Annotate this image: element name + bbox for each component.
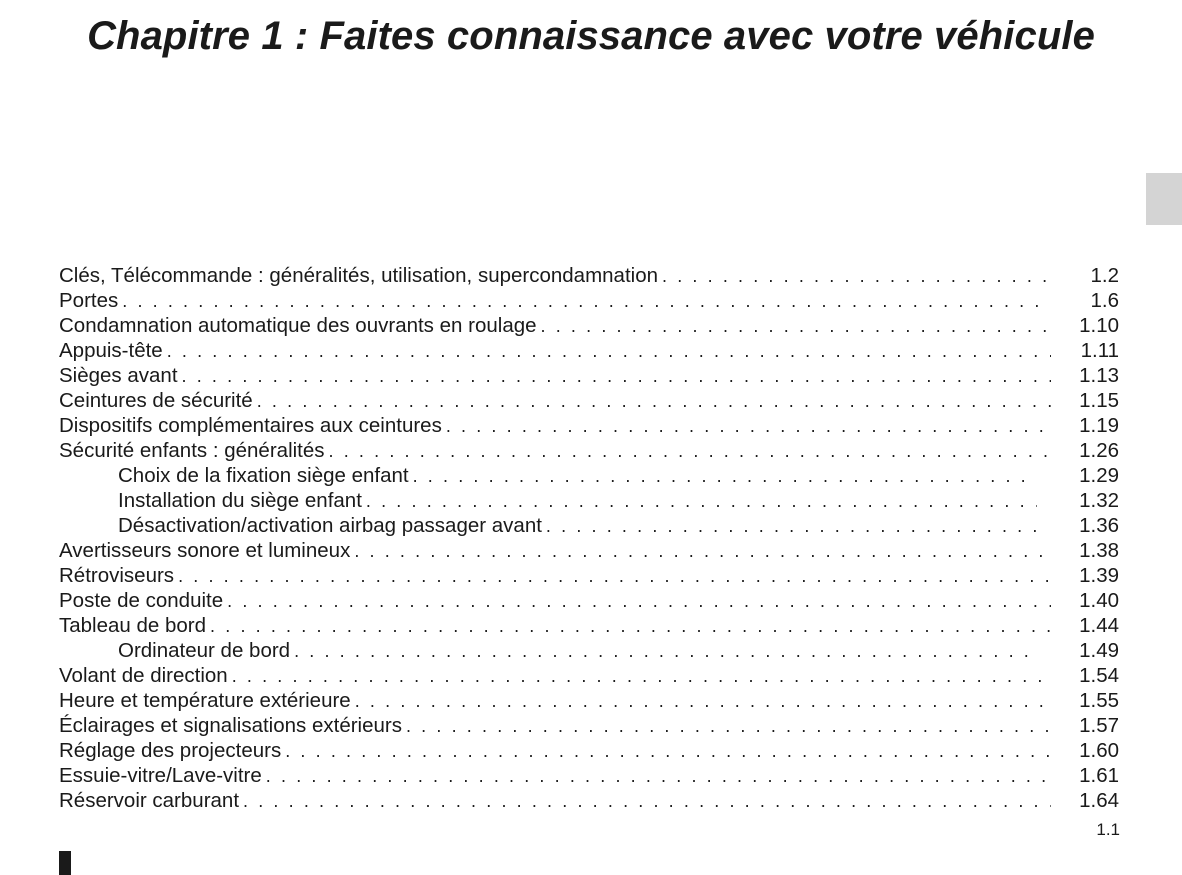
toc-dot-leader: [182, 364, 1051, 389]
toc-entry-page: 1.26: [1079, 439, 1119, 462]
toc-entry-title: Ceintures de sécurité: [59, 389, 253, 412]
toc-entry-title: Clés, Télécommande : généralités, utilisation, supercondamnation: [59, 264, 659, 287]
toc-entry-title: Appuis-tête: [59, 339, 163, 362]
toc-entry-page: 1.29: [1079, 464, 1119, 487]
toc-entry[interactable]: [59, 463, 1119, 488]
toc-dot-leader: [257, 389, 1051, 414]
toc-dot-leader: [210, 614, 1051, 639]
toc-entry-page: 1.60: [1079, 739, 1119, 762]
toc-entry-title: Volant de direction: [59, 664, 228, 687]
toc-entry-page: 1.2: [1090, 264, 1119, 287]
page-number: 1.1: [1096, 820, 1120, 839]
toc-entry-title: Heure et température extérieure: [59, 689, 351, 712]
toc-entry[interactable]: [59, 663, 1119, 688]
toc-entry-title: Condamnation automatique des ouvrants en roulage: [59, 314, 537, 337]
toc-entry-page: 1.44: [1079, 614, 1119, 637]
toc-entry[interactable]: [59, 338, 1119, 363]
toc-entry[interactable]: [59, 438, 1119, 463]
toc-entry-page: 1.57: [1079, 714, 1119, 737]
toc-entry-page: 1.13: [1079, 364, 1119, 387]
toc-dot-leader: [406, 714, 1051, 739]
toc-entry-title: Ordinateur de bord: [118, 639, 291, 662]
toc-entry-title: Éclairages et signalisations extérieurs: [59, 714, 402, 737]
toc-entry[interactable]: [59, 563, 1119, 588]
toc-entry[interactable]: [59, 488, 1119, 513]
toc-dot-leader: [232, 664, 1051, 689]
toc-dot-leader: [546, 514, 1037, 539]
toc-entry[interactable]: [59, 638, 1119, 663]
toc-entry[interactable]: [59, 363, 1119, 388]
toc-entry[interactable]: [59, 413, 1119, 438]
toc-entry-page: 1.54: [1079, 664, 1119, 687]
toc-entry-page: 1.19: [1079, 414, 1119, 437]
table-of-contents: [59, 263, 1119, 813]
toc-entry-page: 1.10: [1079, 314, 1119, 337]
toc-entry-title: Désactivation/activation airbag passager avant: [118, 514, 542, 537]
toc-entry[interactable]: [59, 538, 1119, 563]
toc-dot-leader: [541, 314, 1051, 339]
toc-entry-title: Poste de conduite: [59, 589, 224, 612]
toc-entry-page: 1.49: [1079, 639, 1119, 662]
chapter-tab-marker: [1146, 173, 1182, 225]
toc-entry-title: Réglage des projecteurs: [59, 739, 282, 762]
chapter-title: Chapitre 1 : Faites connaissance avec votre véhicule: [87, 14, 1095, 58]
toc-entry[interactable]: [59, 388, 1119, 413]
toc-dot-leader: [329, 439, 1051, 464]
toc-entry-page: 1.6: [1090, 289, 1119, 312]
toc-entry-page: 1.64: [1079, 789, 1119, 812]
toc-dot-leader: [285, 739, 1051, 764]
toc-entry[interactable]: [59, 588, 1119, 613]
toc-entry-page: 1.61: [1079, 764, 1119, 787]
toc-entry-title: Sièges avant: [59, 364, 178, 387]
toc-entry[interactable]: [59, 613, 1119, 638]
toc-dot-leader: [266, 764, 1051, 789]
toc-entry-title: Rétroviseurs: [59, 564, 175, 587]
toc-dot-leader: [122, 289, 1051, 314]
toc-dot-leader: [178, 564, 1051, 589]
toc-entry[interactable]: [59, 738, 1119, 763]
toc-dot-leader: [294, 639, 1037, 664]
toc-entry-page: 1.36: [1079, 514, 1119, 537]
toc-entry-title: Avertisseurs sonore et lumineux: [59, 539, 351, 562]
toc-entry[interactable]: [59, 513, 1119, 538]
toc-entry-page: 1.55: [1079, 689, 1119, 712]
toc-entry-title: Installation du siège enfant: [118, 489, 362, 512]
toc-entry-title: Réservoir carburant: [59, 789, 240, 812]
toc-dot-leader: [413, 464, 1037, 489]
corner-print-mark: [59, 851, 71, 875]
toc-entry-page: 1.38: [1079, 539, 1119, 562]
toc-entry-title: Dispositifs complémentaires aux ceintures: [59, 414, 442, 437]
toc-entry-title: Sécurité enfants : généralités: [59, 439, 325, 462]
toc-dot-leader: [354, 539, 1051, 564]
toc-entry[interactable]: [59, 688, 1119, 713]
toc-entry-page: 1.15: [1079, 389, 1119, 412]
toc-dot-leader: [167, 339, 1051, 364]
toc-entry[interactable]: [59, 713, 1119, 738]
toc-entry[interactable]: [59, 763, 1119, 788]
toc-entry-page: 1.11: [1080, 339, 1119, 362]
toc-entry-title: Essuie-vitre/Lave-vitre: [59, 764, 262, 787]
toc-dot-leader: [662, 264, 1051, 289]
toc-entry-page: 1.32: [1079, 489, 1119, 512]
toc-dot-leader: [243, 789, 1051, 814]
toc-dot-leader: [366, 489, 1037, 514]
toc-entry[interactable]: [59, 263, 1119, 288]
toc-entry[interactable]: [59, 313, 1119, 338]
toc-entry-page: 1.40: [1079, 589, 1119, 612]
toc-entry-title: Portes: [59, 289, 119, 312]
toc-entry-page: 1.39: [1079, 564, 1119, 587]
toc-entry[interactable]: [59, 788, 1119, 813]
toc-entry[interactable]: [59, 288, 1119, 313]
toc-dot-leader: [446, 414, 1051, 439]
toc-dot-leader: [355, 689, 1051, 714]
toc-dot-leader: [227, 589, 1051, 614]
toc-entry-title: Choix de la fixation siège enfant: [118, 464, 409, 487]
toc-entry-title: Tableau de bord: [59, 614, 207, 637]
